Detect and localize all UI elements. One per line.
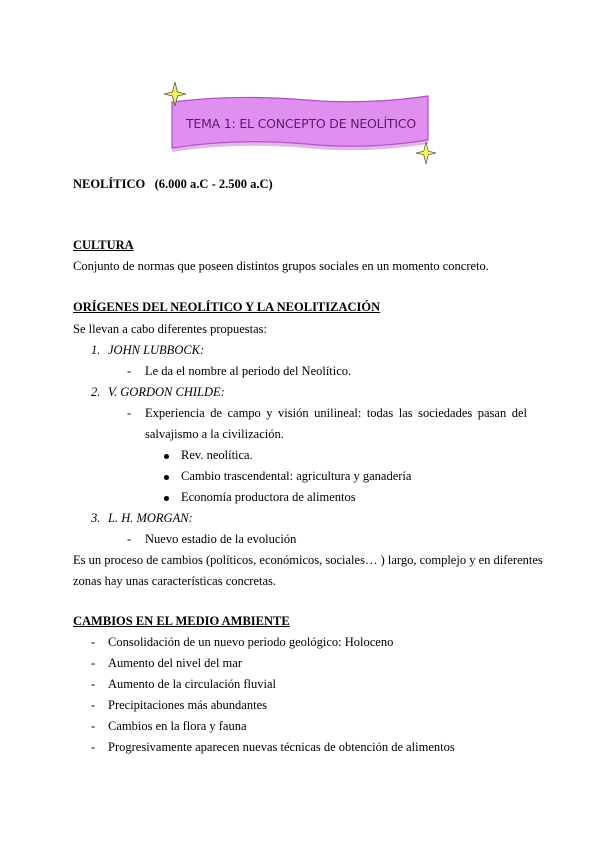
dash-marker: -: [91, 698, 96, 712]
bullet-dot: [164, 475, 169, 480]
section-title-cultura: CULTURA: [73, 238, 134, 252]
dash-marker: -: [91, 635, 96, 649]
bullet-item: Cambio trascendental: agricultura y ganadería: [181, 469, 412, 483]
list-item: Aumento del nivel del mar: [108, 656, 242, 670]
list-item: Consolidación de un nuevo periodo geológico: Holoceno: [108, 635, 394, 649]
author-number: 1.: [91, 343, 101, 357]
bullet-item: Rev. neolítica.: [181, 448, 253, 462]
section-title-origenes: ORÍGENES DEL NEOLÍTICO Y LA NEOLITIZACIÓN: [73, 300, 381, 314]
author-number: 2.: [91, 385, 101, 399]
title-banner: [166, 84, 436, 166]
dash-marker: -: [91, 656, 96, 670]
author-name: JOHN LUBBOCK:: [108, 343, 205, 357]
list-item: Progresivamente aparecen nuevas técnicas de obtención de alimentos: [108, 740, 455, 754]
dash-marker: -: [127, 364, 132, 378]
origenes-summary: Es un proceso de cambios (políticos, económicos, sociales… ) largo, complejo y en diferentes: [73, 553, 543, 567]
dash-marker: -: [127, 406, 132, 420]
list-item: Aumento de la circulación fluvial: [108, 677, 276, 691]
cultura-definition: Conjunto de normas que poseen distintos grupos sociales en un momento concreto.: [73, 259, 489, 273]
bullet-item: Economía productora de alimentos: [181, 490, 356, 504]
origenes-summary-continued: zonas hay unas características concretas.: [73, 574, 277, 588]
dash-marker: -: [91, 677, 96, 691]
author-detail: Le da el nombre al periodo del Neolítico.: [145, 364, 352, 378]
heading-dates: (6.000 a.C - 2.500 a.C): [154, 177, 273, 191]
author-detail-continued: salvajismo a la civilización.: [145, 427, 284, 441]
bullet-dot: [164, 496, 169, 501]
dash-marker: -: [127, 532, 132, 546]
dash-marker: -: [91, 719, 96, 733]
heading-label: NEOLÍTICO: [73, 177, 146, 191]
bullet-dot: [164, 454, 169, 459]
banner-title: TEMA 1: EL CONCEPTO DE NEOLÍTICO: [185, 115, 417, 131]
list-item: Precipitaciones más abundantes: [108, 698, 267, 712]
author-detail: Nuevo estadio de la evolución: [145, 532, 297, 546]
author-name: V. GORDON CHILDE:: [108, 385, 225, 399]
author-name: L. H. MORGAN:: [108, 511, 193, 525]
page-heading: [73, 177, 273, 192]
list-item: Cambios en la flora y fauna: [108, 719, 247, 733]
origenes-intro: Se llevan a cabo diferentes propuestas:: [73, 322, 268, 336]
dash-marker: -: [91, 740, 96, 754]
author-number: 3.: [91, 511, 101, 525]
section-title-cambios: CAMBIOS EN EL MEDIO AMBIENTE: [73, 614, 290, 628]
author-detail: Experiencia de campo y visión unilineal: todas las sociedades pasan del: [145, 406, 527, 420]
